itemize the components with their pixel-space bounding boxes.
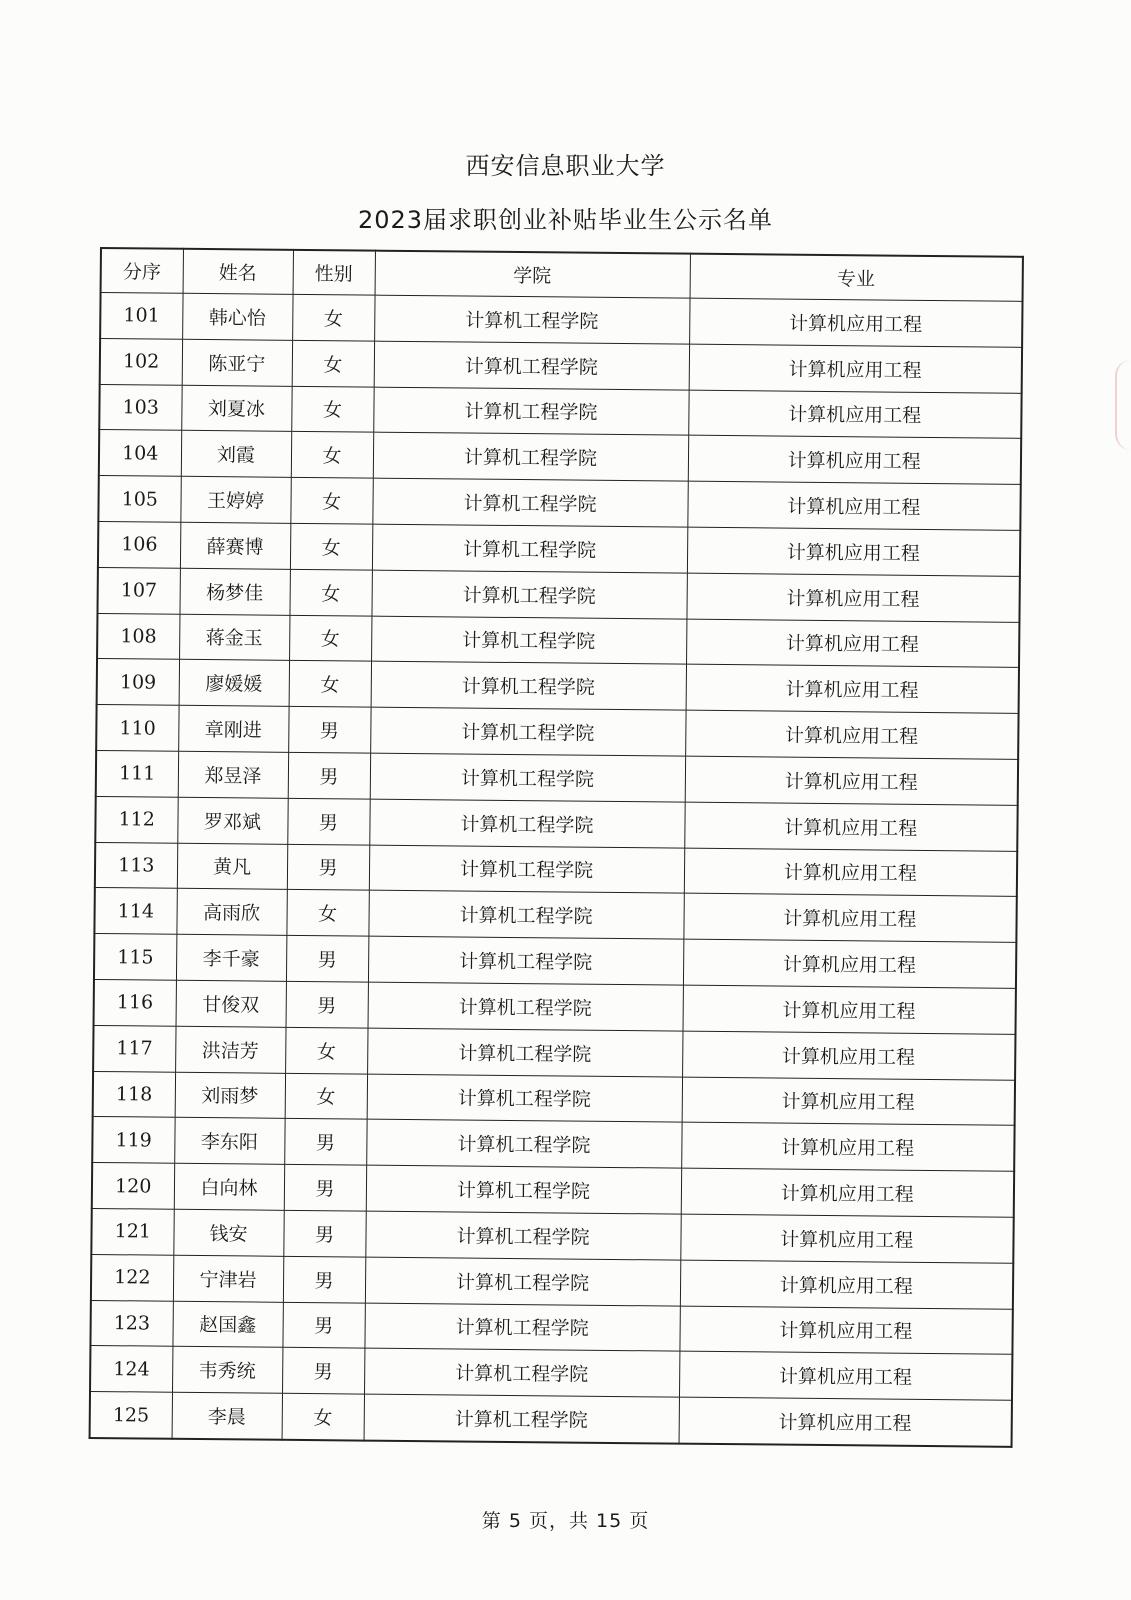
cell-gender: 女 <box>289 615 371 662</box>
cell-gender: 女 <box>285 1073 367 1120</box>
page-footer: 第 5 页，共 15 页 <box>481 1510 650 1532</box>
cell-name: 李晨 <box>172 1392 282 1439</box>
cell-college: 计算机工程学院 <box>369 845 684 894</box>
cell-serial: 124 <box>90 1346 172 1393</box>
cell-college: 计算机工程学院 <box>365 1211 680 1260</box>
cell-major: 计算机应用工程 <box>679 1306 1012 1355</box>
cell-gender: 男 <box>282 1302 364 1349</box>
cell-name: 罗邓斌 <box>177 797 287 844</box>
cell-gender: 男 <box>283 1210 365 1257</box>
cell-college: 计算机工程学院 <box>367 1074 682 1123</box>
cell-gender: 男 <box>283 1256 365 1303</box>
cell-college: 计算机工程学院 <box>366 1119 681 1168</box>
cell-college: 计算机工程学院 <box>370 753 685 802</box>
cell-name: 刘雨梦 <box>175 1072 285 1119</box>
cell-college: 计算机工程学院 <box>364 1303 679 1352</box>
cell-college: 计算机工程学院 <box>369 799 684 848</box>
cell-serial: 111 <box>96 750 178 797</box>
cell-serial: 123 <box>90 1300 172 1347</box>
table-body <box>90 293 1023 1447</box>
cell-name: 王婷婷 <box>180 476 290 523</box>
cell-serial: 101 <box>100 293 182 340</box>
header-name: 姓名 <box>183 249 293 295</box>
cell-gender: 女 <box>282 1393 364 1440</box>
cell-serial: 120 <box>92 1163 174 1210</box>
cell-gender: 女 <box>292 340 374 387</box>
cell-serial: 112 <box>95 796 177 843</box>
cell-major: 计算机应用工程 <box>680 1214 1013 1263</box>
cell-college: 计算机工程学院 <box>366 1165 681 1214</box>
cell-college: 计算机工程学院 <box>374 295 689 344</box>
cell-name: 赵国鑫 <box>172 1301 282 1348</box>
cell-gender: 男 <box>287 798 369 845</box>
cell-college: 计算机工程学院 <box>370 707 685 756</box>
cell-serial: 125 <box>90 1392 172 1439</box>
cell-gender: 男 <box>284 1119 366 1166</box>
cell-gender: 女 <box>290 478 372 525</box>
cell-gender: 女 <box>291 432 373 479</box>
cell-name: 洪洁芳 <box>175 1026 285 1073</box>
cell-name: 刘霞 <box>181 431 291 478</box>
cell-name: 刘夏冰 <box>181 385 291 432</box>
cell-gender: 女 <box>292 294 374 341</box>
cell-major: 计算机应用工程 <box>683 985 1016 1034</box>
cell-name: 韩心怡 <box>182 293 292 340</box>
cell-serial: 108 <box>97 613 179 660</box>
cell-serial: 118 <box>93 1071 175 1118</box>
cell-gender: 女 <box>285 1027 367 1074</box>
header-major: 专业 <box>690 254 1023 302</box>
cell-name: 宁津岩 <box>173 1255 283 1302</box>
cell-college: 计算机工程学院 <box>368 936 683 985</box>
cell-major: 计算机应用工程 <box>684 848 1017 897</box>
header-college: 学院 <box>375 251 690 299</box>
cell-major: 计算机应用工程 <box>686 665 1019 714</box>
cell-serial: 110 <box>96 705 178 752</box>
cell-major: 计算机应用工程 <box>689 344 1022 393</box>
roster-table <box>89 247 1024 1448</box>
cell-serial: 103 <box>99 384 181 431</box>
header-serial: 分序 <box>101 248 183 293</box>
cell-name: 郑昱泽 <box>178 751 288 798</box>
cell-name: 韦秀统 <box>172 1347 282 1394</box>
document-title: 西安信息职业大学 <box>465 152 666 180</box>
cell-college: 计算机工程学院 <box>373 387 688 436</box>
cell-serial: 104 <box>99 430 181 477</box>
cell-college: 计算机工程学院 <box>371 616 686 665</box>
cell-name: 白向林 <box>174 1163 284 1210</box>
cell-college: 计算机工程学院 <box>368 890 683 939</box>
cell-major: 计算机应用工程 <box>685 756 1018 805</box>
cell-major: 计算机应用工程 <box>679 1397 1012 1446</box>
cell-serial: 117 <box>93 1025 175 1072</box>
cell-major: 计算机应用工程 <box>682 1031 1015 1080</box>
cell-major: 计算机应用工程 <box>684 802 1017 851</box>
cell-major: 计算机应用工程 <box>689 298 1022 347</box>
cell-college: 计算机工程学院 <box>372 524 687 573</box>
cell-serial: 105 <box>98 476 180 523</box>
cell-name: 李东阳 <box>174 1118 284 1165</box>
cell-college: 计算机工程学院 <box>373 433 688 482</box>
cell-gender: 男 <box>286 981 368 1028</box>
cell-name: 高雨欣 <box>176 889 286 936</box>
cell-college: 计算机工程学院 <box>364 1348 679 1397</box>
cell-major: 计算机应用工程 <box>688 436 1021 485</box>
cell-gender: 女 <box>291 386 373 433</box>
cell-major: 计算机应用工程 <box>686 619 1019 668</box>
cell-major: 计算机应用工程 <box>687 481 1020 530</box>
cell-serial: 107 <box>97 567 179 614</box>
cell-name: 廖媛媛 <box>179 660 289 707</box>
cell-gender: 男 <box>288 707 370 754</box>
table-row <box>90 1392 1012 1447</box>
cell-major: 计算机应用工程 <box>682 1077 1015 1126</box>
cell-major: 计算机应用工程 <box>683 893 1016 942</box>
cell-major: 计算机应用工程 <box>688 390 1021 439</box>
cell-college: 计算机工程学院 <box>371 661 686 710</box>
cell-gender: 男 <box>286 935 368 982</box>
cell-major: 计算机应用工程 <box>686 573 1019 622</box>
cell-college: 计算机工程学院 <box>374 341 689 390</box>
cell-serial: 119 <box>92 1117 174 1164</box>
cell-serial: 114 <box>94 888 176 935</box>
cell-college: 计算机工程学院 <box>367 1028 682 1077</box>
cell-serial: 122 <box>91 1254 173 1301</box>
cell-serial: 106 <box>98 521 180 568</box>
cell-college: 计算机工程学院 <box>364 1394 679 1443</box>
cell-college: 计算机工程学院 <box>368 982 683 1031</box>
cell-gender: 女 <box>286 890 368 937</box>
cell-name: 李千豪 <box>176 934 286 981</box>
cell-gender: 男 <box>284 1164 366 1211</box>
cell-name: 章刚进 <box>178 705 288 752</box>
cell-name: 杨梦佳 <box>179 568 289 615</box>
cell-gender: 女 <box>289 569 371 616</box>
cell-gender: 女 <box>290 523 372 570</box>
cell-serial: 113 <box>95 842 177 889</box>
cell-serial: 121 <box>91 1208 173 1255</box>
cell-name: 薛赛博 <box>180 522 290 569</box>
cell-college: 计算机工程学院 <box>372 478 687 527</box>
cell-gender: 男 <box>288 752 370 799</box>
cell-serial: 109 <box>97 659 179 706</box>
cell-college: 计算机工程学院 <box>365 1257 680 1306</box>
cell-gender: 女 <box>289 661 371 708</box>
cell-major: 计算机应用工程 <box>687 527 1020 576</box>
cell-major: 计算机应用工程 <box>680 1260 1013 1309</box>
header-gender: 性别 <box>293 250 375 295</box>
cell-major: 计算机应用工程 <box>679 1351 1012 1400</box>
seal-edge <box>1115 360 1131 450</box>
cell-serial: 115 <box>94 934 176 981</box>
cell-major: 计算机应用工程 <box>681 1168 1014 1217</box>
cell-name: 陈亚宁 <box>182 339 292 386</box>
cell-name: 黄凡 <box>177 843 287 890</box>
cell-major: 计算机应用工程 <box>683 939 1016 988</box>
document-subtitle: 2023届求职创业补贴毕业生公示名单 <box>357 206 774 234</box>
cell-name: 蒋金玉 <box>179 614 289 661</box>
cell-college: 计算机工程学院 <box>371 570 686 619</box>
cell-serial: 116 <box>94 979 176 1026</box>
cell-name: 钱安 <box>173 1209 283 1256</box>
cell-major: 计算机应用工程 <box>685 710 1018 759</box>
cell-name: 甘俊双 <box>176 980 286 1027</box>
cell-major: 计算机应用工程 <box>681 1122 1014 1171</box>
cell-gender: 男 <box>287 844 369 891</box>
cell-serial: 102 <box>100 338 182 385</box>
cell-gender: 男 <box>282 1348 364 1395</box>
